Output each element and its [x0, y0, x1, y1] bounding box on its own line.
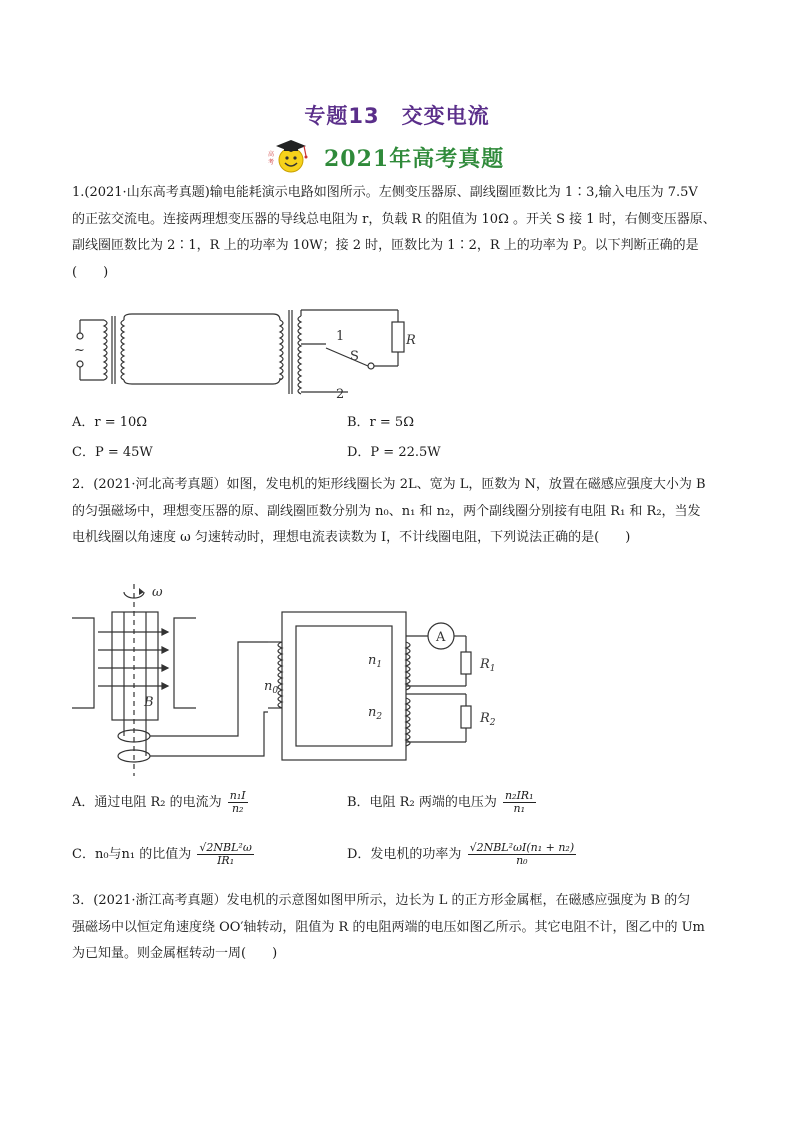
- n0-label: $n_0$: [264, 679, 279, 696]
- q2-line-2: 的匀强磁场中，理想变压器的原、副线圈匝数分别为 n₀、n₁ 和 n₂，两个副线圈分别接有电阻 R₁ 和 R₂，当发: [72, 503, 701, 519]
- q2-option-a-text: A．通过电阻 R₂ 的电流为: [72, 795, 222, 810]
- q1-line-1: 1.(2021·山东高考真题)输电能耗演示电路如图所示。左侧变压器原、副线圈匝数比为 1∶3,输入电压为 7.5V: [72, 185, 698, 200]
- q1-option-c[interactable]: C．P = 45W: [72, 445, 153, 460]
- R1-label: $R_1$: [480, 657, 496, 674]
- R2-label: $R_2$: [480, 711, 496, 728]
- resistor-R: [392, 322, 404, 352]
- q2-line-3: 电机线圈以角速度 ω 匀速转动时，理想电流表读数为 I，不计线圈电阻，下列说法正确的是( ): [72, 530, 631, 545]
- switch-contact: [368, 363, 374, 369]
- graduation-cap-smiley-logo: [266, 136, 316, 176]
- q1-line-4: ( ): [72, 264, 109, 280]
- switch-label: S: [350, 349, 359, 364]
- q3-line-3: 为已知量。则金属框转动一周( ): [72, 946, 278, 961]
- q2-option-d[interactable]: [347, 842, 578, 867]
- q2-option-c[interactable]: [72, 842, 256, 867]
- page-subtitle: 2021年高考真题: [324, 146, 505, 172]
- q1-option-b[interactable]: B．r = 5Ω: [347, 415, 414, 430]
- resistor-R1: [461, 652, 471, 674]
- q1-line-2: 的正弦交流电。连接两理想变压器的导线总电阻为 r，负载 R 的阻值为 10Ω 。开关 S 接 1 时，右侧变压器原、: [72, 211, 716, 227]
- q2-line-1: 2．(2021·河北高考真题）如图，发电机的矩形线圈长为 2L、宽为 L，匝数为 N，放置在磁感应强度大小为 B: [72, 477, 706, 492]
- q2-option-a[interactable]: [72, 790, 250, 815]
- q2-option-d-fraction: $\frac{\text{√2NBL²ωI(n₁ + n₂)}}{\text{n₀}}$: [469, 841, 575, 867]
- resistor-R2: [461, 706, 471, 728]
- ac-source-symbol: ~: [74, 343, 85, 358]
- q2-generator-transformer-figure: [68, 580, 508, 780]
- q2-option-b-fraction: $\frac{\text{n₂IR₁}}{\text{n₁}}$: [504, 789, 534, 815]
- q2-option-b[interactable]: [347, 790, 538, 815]
- resistor-R-label: R: [406, 333, 416, 348]
- q1-line-3: 副线圈匝数比为 2∶1，R 上的功率为 10W；接 2 时，匝数比为 1∶2，R 上的功率为 P。以下判断正确的是: [72, 238, 699, 253]
- terminal-1-label: 1: [336, 329, 345, 344]
- q2-option-a-fraction: $\frac{\text{n₁I}}{\text{n₂}}$: [229, 789, 246, 815]
- q2-option-c-fraction: $\frac{\text{√2NBL²ω}}{\text{IR₁}}$: [199, 841, 252, 867]
- page-title: 专题13 交变电流: [304, 104, 490, 128]
- question-2-text: [72, 472, 726, 552]
- subtitle-block: [262, 136, 532, 176]
- svg-text:考: 考: [268, 159, 275, 166]
- q3-line-1: 3．(2021·浙江高考真题）发电机的示意图如图甲所示，边长为 L 的正方形金属框，在磁感应强度为 B 的匀: [72, 893, 691, 908]
- q1-option-d[interactable]: D．P = 22.5W: [347, 445, 441, 460]
- svg-text:高: 高: [268, 151, 275, 158]
- q1-option-a[interactable]: A．r = 10Ω: [72, 415, 148, 430]
- q3-line-2: 强磁场中以恒定角速度绕 OO′轴转动，阻值为 R 的电阻两端的电压如图乙所示。其它电阻不计，图乙中的 Um: [72, 919, 705, 935]
- q1-circuit-figure: [68, 308, 428, 408]
- terminal-2-label: 2: [336, 387, 345, 402]
- question-1-text: [72, 180, 726, 286]
- ammeter-label: A: [436, 630, 446, 645]
- q2-option-c-text: C．n₀与n₁ 的比值为: [72, 847, 192, 862]
- q2-option-b-text: B．电阻 R₂ 两端的电压为: [347, 795, 497, 810]
- question-3-text: [72, 888, 726, 968]
- field-B-label: B: [144, 695, 154, 710]
- n1-label: $n_1$: [368, 653, 383, 670]
- q2-option-d-text: D．发电机的功率为: [347, 847, 462, 862]
- omega-label: ω: [152, 585, 163, 600]
- n2-label: $n_2$: [368, 705, 383, 722]
